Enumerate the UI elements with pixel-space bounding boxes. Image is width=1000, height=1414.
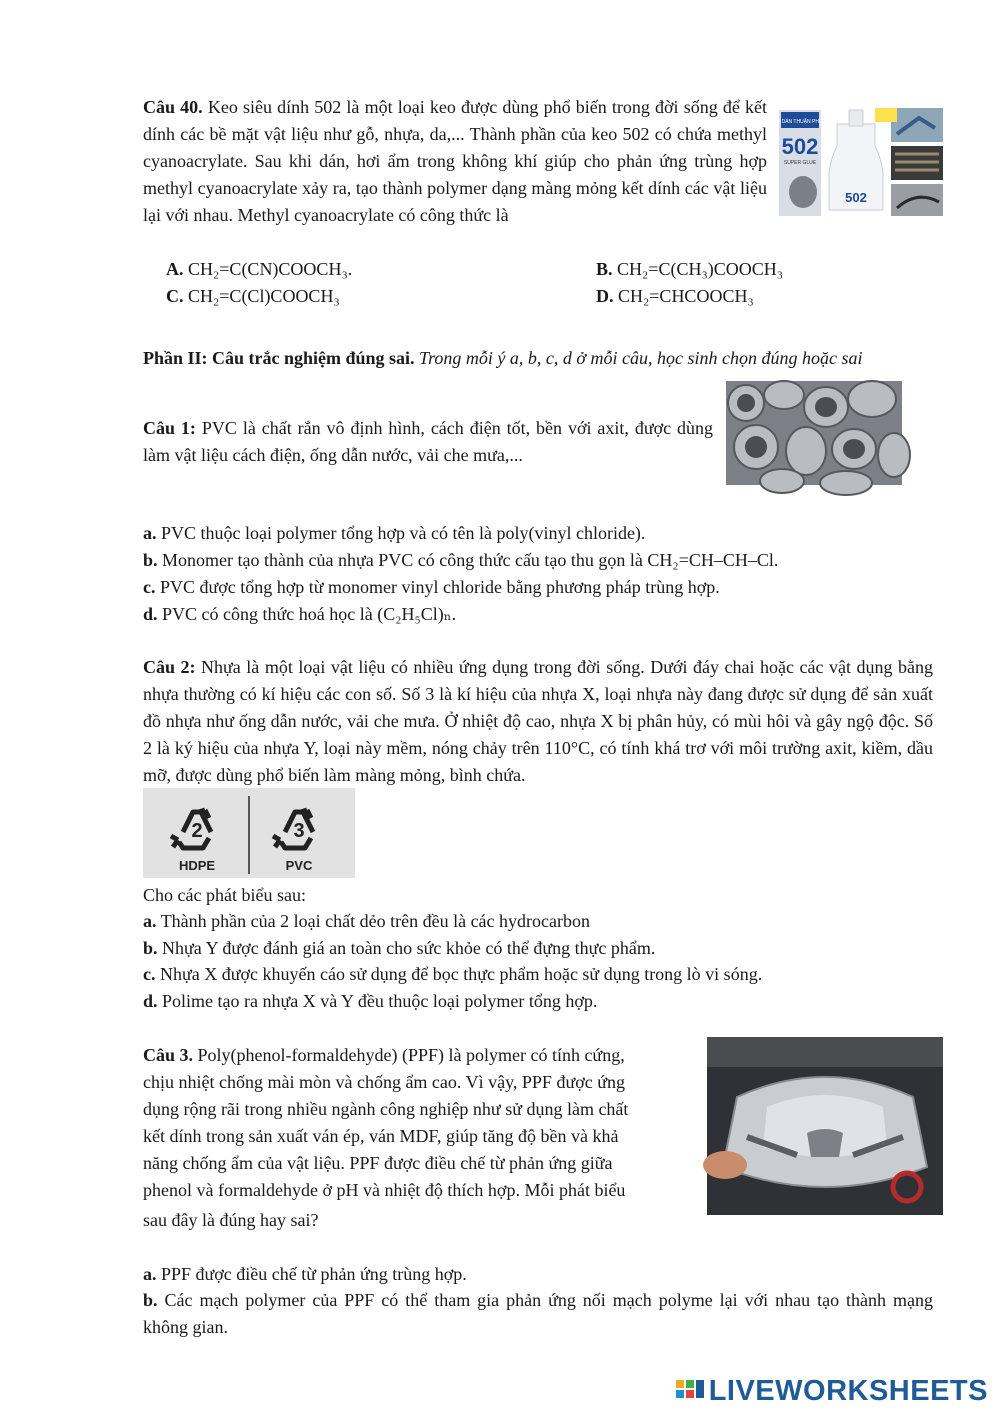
motorbike-ppf-image — [707, 1037, 943, 1215]
c1-item-b: b. Monomer tạo thành của nhựa PVC có công thức cấu tạo thu gọn là CH₂=CH–CH–Cl. — [143, 550, 779, 570]
c3-item-a: a. PPF được điều chế từ phản ứng trùng hợp. — [143, 1264, 467, 1284]
svg-text:502: 502 — [845, 190, 867, 205]
c2-item-c: c. Nhựa X được khuyến cáo sử dụng để bọc thực phẩm hoặc sử dụng trong lò vi sóng. — [143, 964, 763, 984]
q40-text: Keo siêu dính 502 là một loại keo được dùng phổ biến trong đời sống để kết dính các bề mặt vật liệu như gỗ, nhựa, da,... Thành phần của keo 502 có chứa methyl cyanoacrylate. Sau khi dán, hơi ẩm trong không khí giúp cho phản ứng trùng hợp methyl cyanoacrylate xảy ra, tạo thành polymer dạng màng mỏng kết dính các vật liệu lại với nhau. Methyl cyanoacrylate có công thức là — [143, 97, 767, 225]
glue-sub: SUPER GLUE — [783, 160, 817, 166]
c2-stem: Câu 2: Nhựa là một loại vật liệu có nhiều ứng dụng trong đời sống. Dưới đáy chai hoặc các vật dụng bằng nhựa thường có kí hiệu các con số. Số 3 là kí hiệu của nhựa X, loại nhựa này đang được sử dụng để sản xuất đồ nhựa như ống dẫn nước, vải che mưa. Ở nhiệt độ cao, nhựa X bị phân hủy, có mùi hôi và gây ngộ độc. Số 2 là ký hiệu của nhựa Y, loại này mềm, nóng chảy trên 110°C, có tính khá trơ với môi trường axit, kiềm, dầu mỡ, được dùng phổ biến làm màng mỏng, bình chứa. — [143, 657, 933, 785]
c1-item-d: d. PVC có công thức hoá học là (C₂H₅Cl)ₙ. — [143, 604, 457, 624]
c2-item-b: b. Nhựa Y được đánh giá an toàn cho sức khỏe có thể đựng thực phẩm. — [143, 938, 656, 958]
recycling-symbols — [143, 788, 355, 878]
q40-stem — [143, 94, 767, 229]
q40-option-b: B. CH₂=C(CH₃)COOCH₃ — [596, 259, 784, 279]
liveworksheets-text: LIVEWORKSHEETS — [708, 1374, 988, 1407]
pvc-pipes-image — [726, 381, 902, 485]
c1-item-a: a. PVC thuộc loại polymer tổng hợp và có tên là poly(vinyl chloride). — [143, 523, 646, 543]
part2-heading — [143, 345, 933, 372]
part2-title: Phần II: Câu trắc nghiệm đúng sai. — [143, 348, 415, 368]
liveworksheets-logo — [675, 1374, 988, 1408]
q40-option-a: A. CH₂=C(CN)COOCH₃. — [166, 259, 353, 279]
liveworksheets-icon — [675, 1377, 705, 1405]
q40-label: Câu 40. — [143, 97, 203, 117]
glue-502-image — [769, 106, 945, 218]
symbol-number-3: 3 — [293, 820, 305, 842]
c1-item-c: c. PVC được tổng hợp từ monomer vinyl chloride bằng phương pháp trùng hợp. — [143, 577, 720, 597]
q40-option-d: D. CH₂=CHCOOCH₃ — [596, 286, 754, 306]
symbol-label-pvc: PVC — [285, 858, 313, 873]
symbol-label-hdpe: HDPE — [178, 858, 216, 873]
c3-label: Câu 3. — [143, 1045, 194, 1065]
c1-stem: Câu 1: PVC là chất rắn vô định hình, cách điện tốt, bền với axit, được dùng làm vật liệu cách điện, ống dẫn nước, vải che mưa,... — [143, 418, 714, 465]
glue-brand: KEO DÁN THUẬN PHONG — [769, 119, 831, 125]
symbol-number-2: 2 — [191, 820, 203, 842]
q40-option-c: C. CH₂=C(Cl)COOCH₃ — [166, 286, 340, 306]
c2-label: Câu 2: — [143, 657, 196, 677]
c1-label: Câu 1: — [143, 418, 196, 438]
c2-prompt: Cho các phát biểu sau: — [143, 885, 306, 905]
glue-number: 502 — [781, 134, 819, 159]
c2-item-d: d. Polime tạo ra nhựa X và Y đều thuộc loại polymer tổng hợp. — [143, 991, 598, 1011]
c3-item-b: b. Các mạch polymer của PPF có thể tham gia phản ứng nối mạch polyme lại với nhau tạo thành mạng không gian. — [143, 1290, 933, 1337]
part2-instruction: Trong mỗi ý a, b, c, d ở mỗi câu, học sinh chọn đúng hoặc sai — [419, 348, 863, 368]
c2-item-a: a. Thành phần của 2 loại chất dẻo trên đều là các hydrocarbon — [143, 911, 590, 931]
